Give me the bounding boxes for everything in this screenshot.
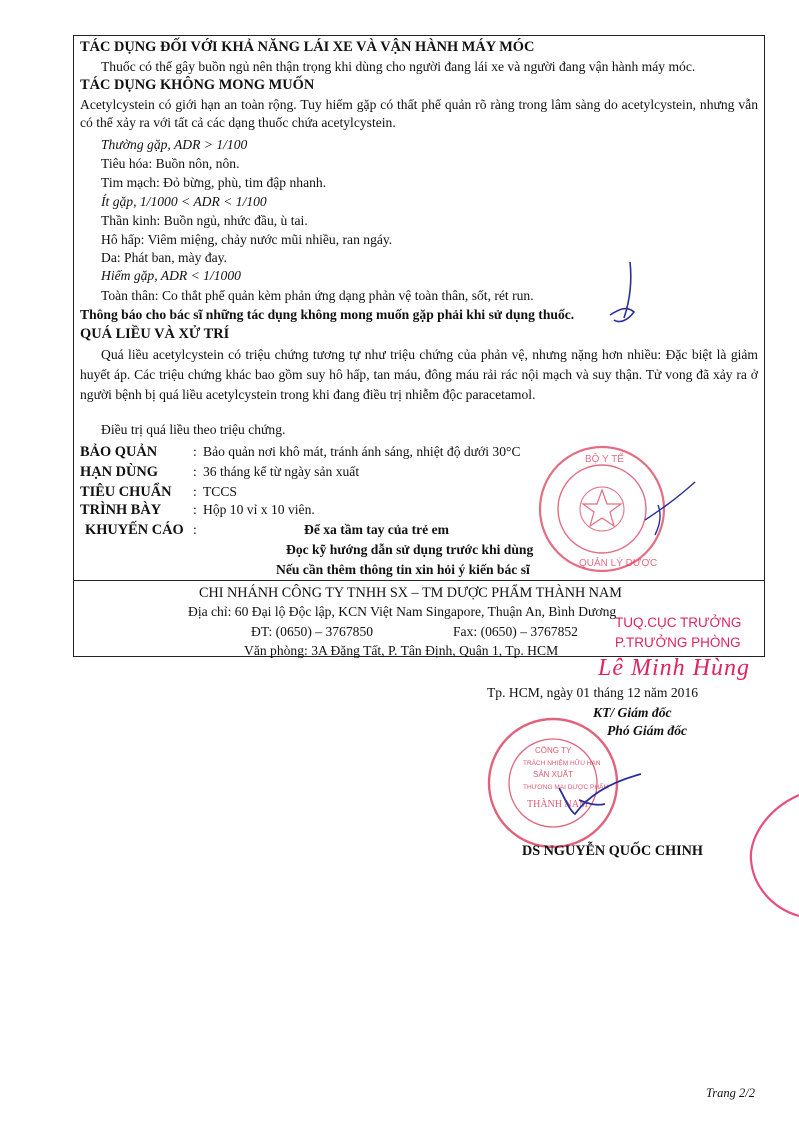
director-signature: [555, 770, 645, 820]
warning-colon: :: [193, 522, 197, 537]
svg-text:SẢN XUẤT: SẢN XUẤT: [533, 770, 574, 779]
company-phone: ĐT: (0650) – 3767850: [251, 624, 374, 639]
packaging-value: Hộp 10 vỉ x 10 viên.: [203, 502, 315, 517]
warning-2: Đọc kỹ hướng dẫn sử dụng trước khi dùng: [286, 542, 534, 557]
storage-colon: :: [193, 444, 197, 459]
company-name: CHI NHÁNH CÔNG TY TNHH SX – TM DƯỢC PHẨM THÀNH NAM: [199, 585, 622, 601]
standard-colon: :: [193, 484, 197, 499]
uncommon-neuro: Thần kinh: Buồn ngủ, nhức đầu, ù tai.: [101, 213, 308, 228]
common-digestive: Tiêu hóa: Buồn nôn, nôn.: [101, 156, 240, 171]
storage-value: Bảo quản nơi khô mát, tránh ánh sáng, nhiệt độ dưới 30°C: [203, 444, 521, 459]
notify-doctor: Thông báo cho bác sĩ những tác dụng không mong muốn gặp phải khi sử dụng thuốc.: [80, 307, 575, 322]
rare-label: Hiếm gặp, ADR < 1/1000: [101, 268, 241, 283]
storage-label: BẢO QUẢN: [80, 444, 158, 460]
svg-text:THƯƠNG MẠI DƯỢC PHẨM: THƯƠNG MẠI DƯỢC PHẨM: [523, 784, 609, 791]
standard-value: TCCS: [203, 484, 237, 499]
warning-label: KHUYẾN CÁO: [85, 522, 184, 538]
side-effects-intro: Acetylcystein có giới hạn an toàn rộng. Tuy hiếm gặp có thất phế quản rõ ràng trong lâm sàng do acetylcystein, nhưng vẫn có thể xảy ra với tất cả các dạng thuốc chứa acetylcystein.: [80, 97, 758, 130]
svg-text:TRÁCH NHIỆM HỮU HẠN: TRÁCH NHIỆM HỮU HẠN: [523, 760, 601, 767]
page-number: Trang 2/2: [706, 1086, 755, 1100]
signature-mark-2: [640, 480, 700, 540]
overdose-text: Quá liều acetylcystein có triệu chứng tương tự như triệu chứng của phản vệ, nhưng nặng hơn nhiều: Đặc biệt là giảm huyết áp. Các triệu chứng khác bao gồm suy hô hấp, tan máu, đông máu rải rác nội mạch và suy thận. Tử vong đã xảy ra ở người bệnh bị quá liều acetylcystein trong khi đang điều trị nhiễm độc paracetamol.: [80, 347, 758, 402]
svg-text:QUẢN LÝ DƯỢC: QUẢN LÝ DƯỢC: [579, 558, 658, 569]
standard-label: TIÊU CHUẨN: [80, 484, 172, 500]
expiry-label: HẠN DÙNG: [80, 464, 158, 480]
signoff-name: DS NGUYỄN QUỐC CHINH: [522, 843, 703, 859]
driving-heading: TÁC DỤNG ĐỐI VỚI KHẢ NĂNG LÁI XE VÀ VẬN HÀNH MÁY MÓC: [80, 39, 535, 55]
uncommon-label: Ít gặp, 1/1000 < ADR < 1/100: [101, 194, 267, 209]
signoff-title1: KT/ Giám đốc: [593, 705, 672, 720]
edge-stamp: [735, 790, 799, 920]
company-office: Văn phòng: 3A Đặng Tất, P. Tân Định, Quận 1, Tp. HCM: [244, 643, 559, 658]
approval-line1: TUQ.CỤC TRƯỞNG: [615, 615, 742, 630]
signoff-date: Tp. HCM, ngày 01 tháng 12 năm 2016: [487, 685, 699, 700]
side-effects-heading: TÁC DỤNG KHÔNG MONG MUỐN: [80, 77, 315, 93]
expiry-colon: :: [193, 464, 197, 479]
packaging-label: TRÌNH BÀY: [80, 502, 162, 518]
approval-signer: Lê Minh Hùng: [598, 655, 750, 681]
approval-line2: P.TRƯỞNG PHÒNG: [615, 635, 741, 650]
company-address: Địa chỉ: 60 Đại lộ Độc lập, KCN Việt Nam Singapore, Thuận An, Bình Dương: [188, 604, 617, 619]
uncommon-resp: Hô hấp: Viêm miệng, chảy nước mũi nhiều, ran ngáy.: [101, 232, 393, 247]
overdose-heading: QUÁ LIỀU VÀ XỬ TRÍ: [80, 326, 230, 342]
rare-general: Toàn thân: Co thắt phế quản kèm phản ứng dạng phản vệ toàn thân, sốt, rét run.: [101, 288, 534, 303]
warning-1: Để xa tầm tay của trẻ em: [304, 522, 449, 537]
expiry-value: 36 tháng kể từ ngày sản xuất: [203, 464, 360, 479]
svg-text:CÔNG TY: CÔNG TY: [535, 746, 572, 755]
signoff-title2: Phó Giám đốc: [607, 723, 688, 738]
company-fax: Fax: (0650) – 3767852: [453, 624, 578, 639]
uncommon-skin: Da: Phát ban, mày đay.: [101, 250, 227, 265]
common-cardio: Tim mạch: Đỏ bừng, phù, tim đập nhanh.: [101, 175, 327, 190]
company-divider: [73, 580, 765, 581]
svg-text:THÀNH NAM: THÀNH NAM: [527, 799, 588, 810]
overdose-treatment: Điều trị quá liều theo triệu chứng.: [101, 422, 286, 437]
common-label: Thường gặp, ADR > 1/100: [101, 137, 248, 152]
packaging-colon: :: [193, 502, 197, 517]
warning-3: Nếu cần thêm thông tin xin hỏi ý kiến bác sĩ: [276, 562, 530, 577]
svg-text:BỘ Y TẾ: BỘ Y TẾ: [585, 454, 624, 465]
driving-text: Thuốc có thể gây buồn ngủ nên thận trọng khi dùng cho người đang lái xe và người đang vận hành máy móc.: [101, 59, 696, 74]
signature-mark: [590, 260, 650, 330]
